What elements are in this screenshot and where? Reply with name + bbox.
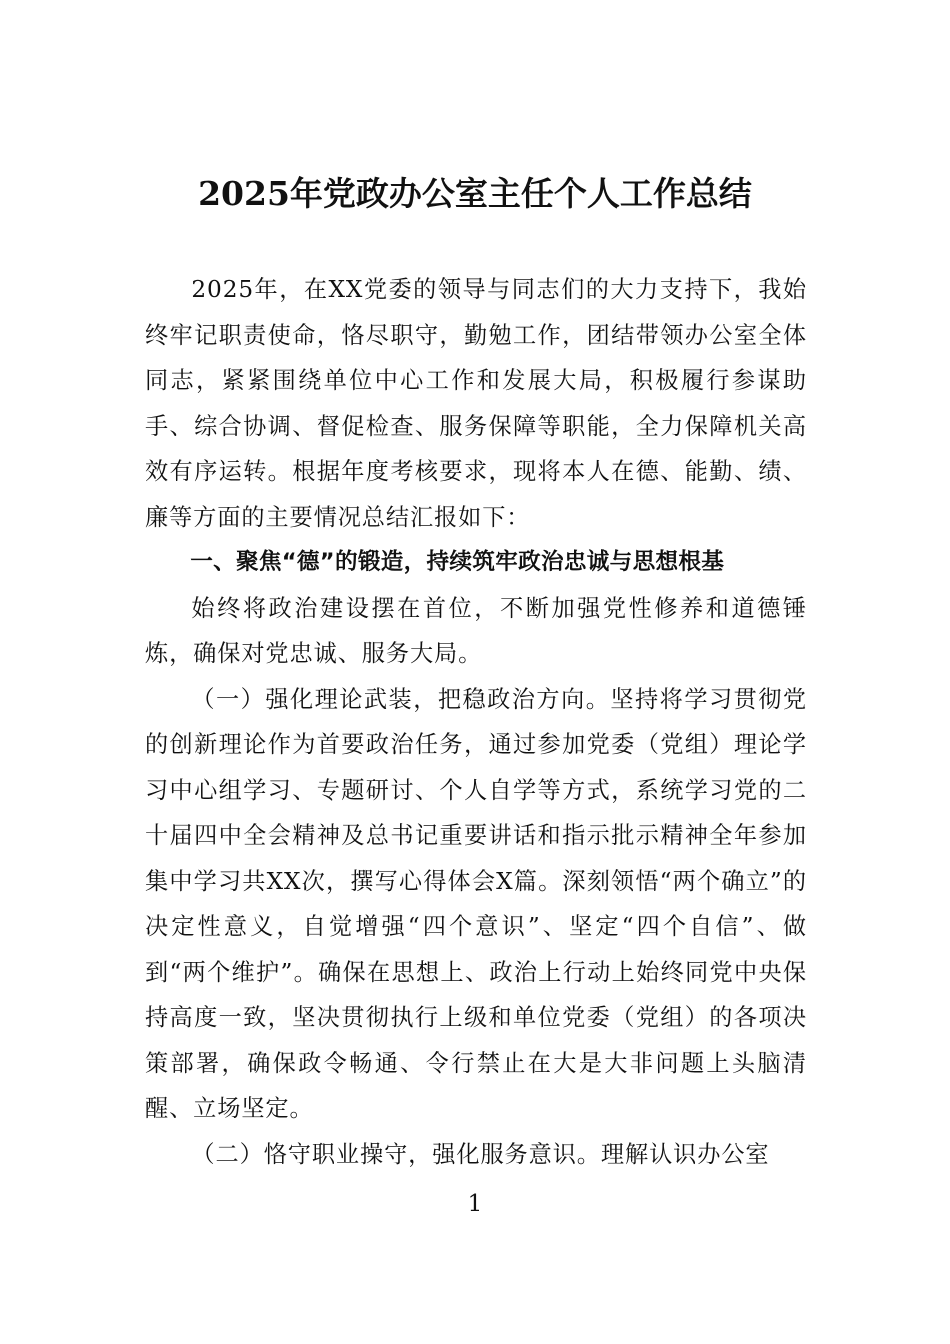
subsection-1-paragraph — [145, 677, 807, 1132]
subsection-2-lead: （二）恪守职业操守，强化服务意识。 — [191, 1140, 601, 1168]
page-number: 1 — [467, 1191, 483, 1217]
section-summary-paragraph: 始终将政治建设摆在首位，不断加强党性修养和道德锤炼，确保对党忠诚、服务大局。 — [145, 594, 807, 667]
intro-paragraph: 2025年，在XX党委的领导与同志们的大力支持下，我始终牢记职责使命，恪尽职守，勤勉工作，团结带领办公室全体同志，紧紧围绕单位中心工作和发展大局，积极履行参谋助手、综合协调、督促检查、服务保障等职能，全力保障机关高效有序运转。根据年度考核要求，现将本人在德、能勤、绩、廉等方面的主要情况总结汇报如下： — [145, 276, 807, 531]
subsection-1-text: 坚持将学习贯彻党的创新理论作为首要政治任务，通过参加党委（党组）理论学习中心组学习、专题研讨、个人自学等方式，系统学习党的二十届四中全会精神及总书记重要讲话和指示批示精神全年参加集中学习共XX次，撰写心得体会X篇。深刻领悟“两个确立”的决定性意义，自觉增强“四个意识”、坚定“四个自信”、做到“两个维护”。确保在思想上、政治上行动上始终同党中央保持高度一致，坚决贯彻执行上级和单位党委（党组）的各项决策部署，确保政令畅通、令行禁止在大是大非问题上头脑清醒、立场坚定。 — [145, 685, 807, 1122]
document-title: 2025年党政办公室主任个人工作总结 — [198, 174, 752, 213]
subsection-2-paragraph — [145, 1132, 807, 1178]
section-heading: 一、聚焦“德”的锻造，持续筑牢政治忠诚与思想根基 — [190, 549, 725, 575]
document-body — [145, 267, 807, 1177]
subsection-2-text: 理解认识办公室 — [600, 1140, 770, 1168]
subsection-1-lead: （一）强化理论武装，把稳政治方向。 — [191, 685, 611, 713]
